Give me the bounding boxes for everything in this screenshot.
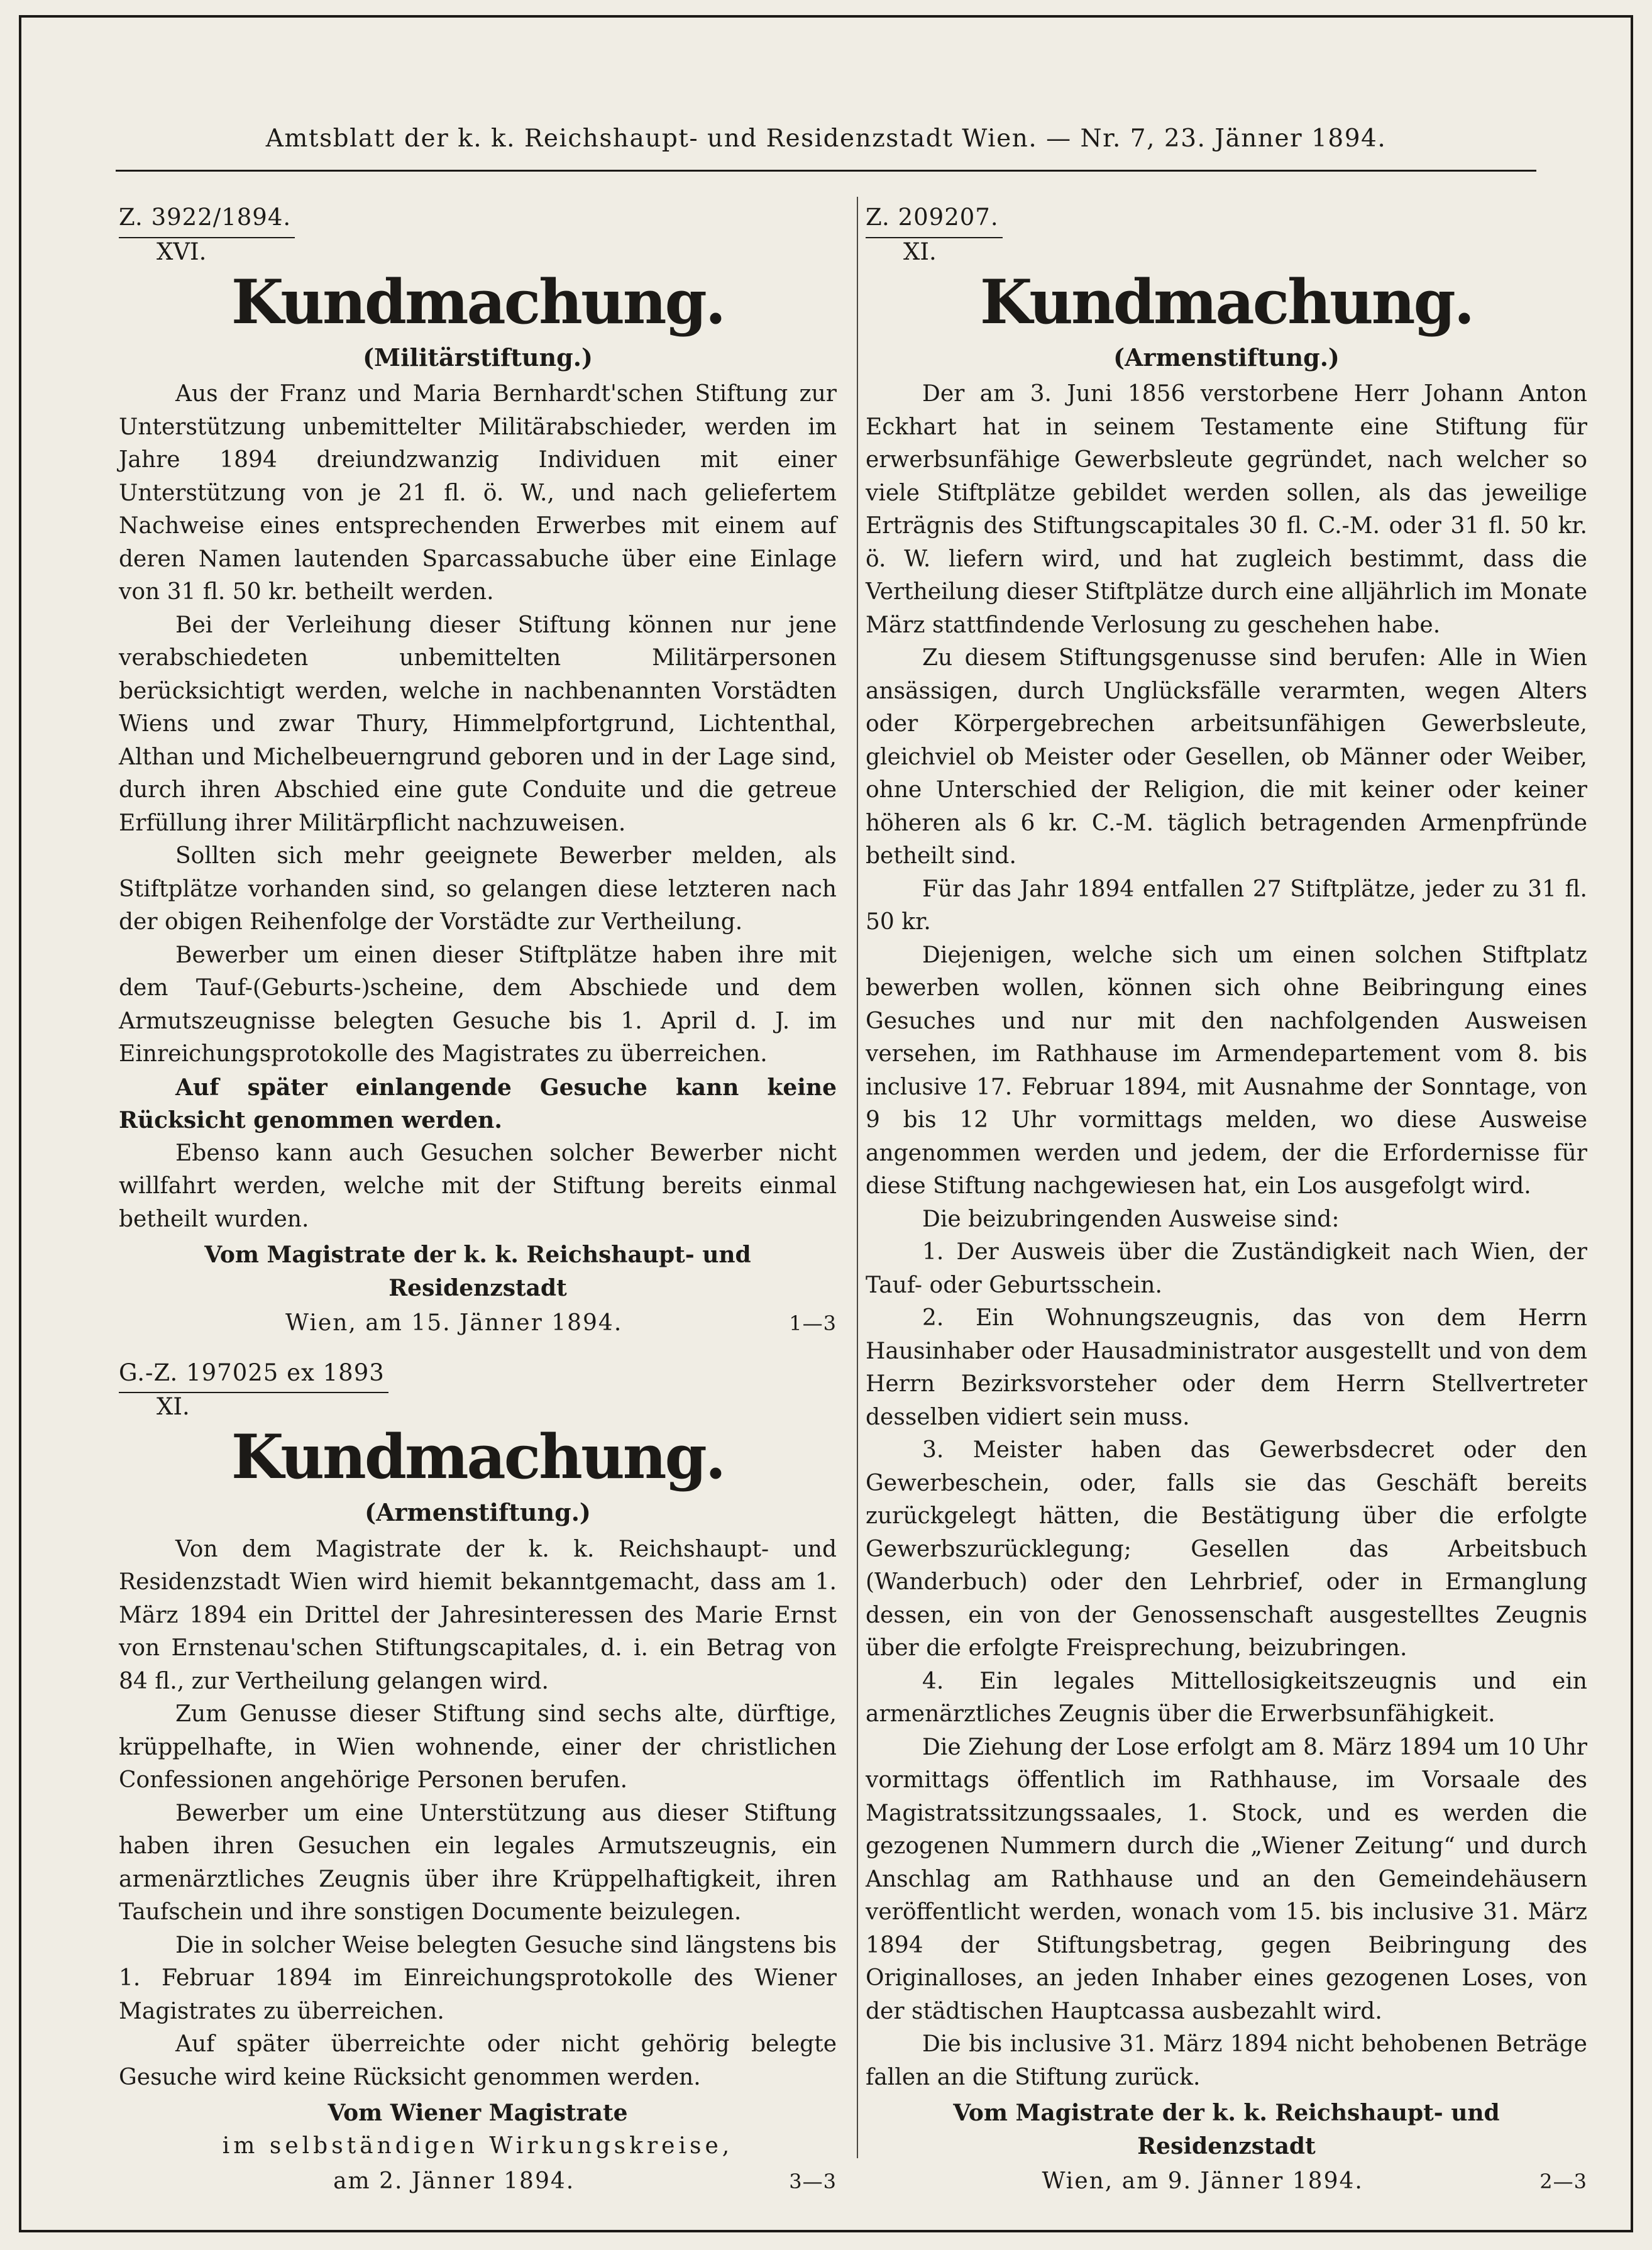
notice-roman: XI. — [903, 238, 937, 265]
notice-number: G.-Z. 197025 ex 1893 — [119, 1357, 388, 1394]
issue-reference: 2—3 — [1539, 2170, 1587, 2193]
paragraph: Bewerber um einen dieser Stiftplätze haben ihre mit dem Tauf-(Geburts-)scheine, dem Abschiede und dem Armutszeugnisse belegten Gesuche bis 1. April d. J. im Einreichungsprotokolle des Magistrates zu überreichen. — [119, 942, 837, 1067]
notice-number: Z. 3922/1894. — [119, 201, 295, 238]
notice-roman: XVI. — [157, 238, 207, 265]
notice-title: Kundmachung. — [231, 1421, 725, 1492]
signature-row — [866, 2165, 1587, 2198]
paragraph: Auf später überreichte oder nicht gehörig belegte Gesuche wird keine Rücksicht genommen werden. — [119, 2031, 837, 2090]
notice-title: Kundmachung. — [231, 266, 725, 338]
paragraph: Zu diesem Stiftungsgenusse sind berufen: Alle in Wien ansässigen, durch Unglücksfälle verarmten, wegen Alters oder Körpergebrechen arbeitsunfähigen Gewerbsleute, gleichviel ob Meister oder Gesellen, ob Männer oder Weiber, ohne Unterschied der Religion, die mit keiner oder keiner höheren als 6 kr. C.-M. täglich betragenden Armenpfründe betheilt sind. — [866, 645, 1587, 869]
signature-place-date: Wien, am 9. Jänner 1894. — [1042, 2168, 1363, 2194]
paragraph: Die Ziehung der Lose erfolgt am 8. März 1894 um 10 Uhr vormittags öffentlich im Rathhause, im Vorsaale des Magistratssitzungssaales, 1. Stock, und es werden die gezogenen Nummern durch die „Wiener Zeitung“ und durch Anschlag am Rathhause und an den Gemeindehäusern veröffentlicht werden, wonach vom 15. bis inclusive 31. März 1894 der Stiftungsbetrag, gegen Beibringung des Originalloses, an jeden Inhaber eines gezogenen Loses, von der städtischen Hauptcassa ausbezahlt wird. — [866, 1734, 1587, 2024]
paragraph: Bewerber um eine Unterstützung aus dieser Stiftung haben ihren Gesuchen ein legales Armutszeugnis, ein armenärztliches Zeugnis über ihre Krüppelhaftigkeit, ihren Taufschein und ihre sonstigen Documente beizulegen. — [119, 1800, 837, 1925]
paragraph: Die in solcher Weise belegten Gesuche sind längstens bis 1. Februar 1894 im Einreichungsprotokolle des Wiener Magistrates zu überreichen. — [119, 1932, 837, 2024]
gazette-page — [19, 15, 1633, 2232]
list-item: 1. Der Ausweis über die Zuständigkeit nach Wien, der Tauf- oder Geburtsschein. — [866, 1239, 1587, 1298]
list-item: 2. Ein Wohnungszeugnis, das von dem Herrn Hausinhaber oder Hausadministrator ausgestellt und von dem Herrn Bezirksvorsteher oder dem Herrn Stellvertreter desselben vidiert sein muss. — [866, 1305, 1587, 1430]
paragraph: Zum Genusse dieser Stiftung sind sechs alte, dürftige, krüppelhafte, in Wien wohnende, einer der christlichen Confessionen angehörige Personen berufen. — [119, 1701, 837, 1793]
notice-poor-foundation-1 — [119, 1357, 837, 2198]
paragraph: Die beizubringenden Ausweise sind: — [922, 1206, 1340, 1232]
signature-row — [119, 2165, 837, 2198]
notice-poor-foundation-2 — [866, 201, 1587, 2198]
notice-subtitle: (Armenstiftung.) — [365, 1498, 591, 1526]
issue-reference: 3—3 — [789, 2170, 837, 2193]
signature-authority: Vom Wiener Magistrate — [328, 2100, 628, 2126]
paragraph: Für das Jahr 1894 entfallen 27 Stiftplätze, jeder zu 31 fl. 50 kr. — [866, 876, 1587, 935]
notice-subtitle: (Militärstiftung.) — [363, 343, 593, 372]
paragraph: Die bis inclusive 31. März 1894 nicht behobenen Beträge fallen an die Stiftung zurück. — [866, 2031, 1587, 2090]
paragraph: Aus der Franz und Maria Bernhardt'schen Stiftung zur Unterstützung unbemittelter Militärabschieder, werden im Jahre 1894 dreiundzwanzig Individuen mit einer Unterstützung von je 21 fl. ö. W., und nach geliefertem Nachweise eines entsprechenden Erwerbes mit einem auf deren Namen lautenden Sparcassabuche über eine Einlage von 31 fl. 50 kr. betheilt werden. — [119, 381, 837, 605]
notice-title: Kundmachung. — [979, 266, 1473, 338]
notice-number: Z. 209207. — [866, 201, 1003, 238]
issue-reference: 1—3 — [789, 1311, 837, 1335]
paragraph: Sollten sich mehr geeignete Bewerber melden, als Stiftplätze vorhanden sind, so gelangen diese letzteren nach der obigen Reihenfolge der Vorstädte zur Vertheilung. — [119, 843, 837, 935]
page-header: Amtsblatt der k. k. Reichshaupt- und Residenzstadt Wien. — Nr. 7, 23. Jänner 1894. — [265, 124, 1387, 153]
right-column — [866, 201, 1587, 2198]
column-divider — [857, 197, 858, 2158]
signature-place-date: am 2. Jänner 1894. — [333, 2168, 575, 2194]
notice-military-foundation — [119, 201, 837, 1340]
paragraph: Bei der Verleihung dieser Stiftung können nur jene verabschiedeten unbemittelten Militärpersonen berücksichtigt werden, welche in nachbenannten Vorstädten Wiens und zwar Thury, Himmelpfortgrund, Lichtenthal, Althan und Michelbeuerngrund geboren und in der Lage sind, durch ihren Abschied eine gute Conduite und die getreue Erfüllung ihrer Militärpflicht nachzuweisen. — [119, 612, 837, 836]
signature-place-date: Wien, am 15. Jänner 1894. — [285, 1310, 623, 1336]
list-item: 4. Ein legales Mittellosigkeitszeugnis und ein armenärztliches Zeugnis über die Erwerbsunfähigkeit. — [866, 1668, 1587, 1727]
list-item: 3. Meister haben das Gewerbsdecret oder den Gewerbeschein, oder, falls sie das Geschäft bereits zurückgelegt hätten, die Bestätigung über die erfolgte Gewerbszurücklegung; Gesellen das Arbeitsbuch (Wanderbuch) oder den Lehrbrief, oder in Ermanglung dessen, ein von der Genossenschaft ausgestelltes Zeugnis über die erfolgte Freisprechung, beizubringen. — [866, 1437, 1587, 1661]
signature-authority: Vom Magistrate der k. k. Reichshaupt- und Residenzstadt — [953, 2100, 1500, 2159]
paragraph: Von dem Magistrate der k. k. Reichshaupt- und Residenzstadt Wien wird hiemit bekanntgemacht, dass am 1. März 1894 ein Drittel der Jahresinteressen des Marie Ernst von Ernstenau'schen Stiftungscapitales, d. i. ein Betrag von 84 fl., zur Vertheilung gelangen wird. — [119, 1536, 837, 1694]
notice-roman: XI. — [157, 1393, 190, 1420]
signature-authority: Vom Magistrate der k. k. Reichshaupt- und Residenzstadt — [204, 1242, 751, 1301]
paragraph: Diejenigen, welche sich um einen solchen Stiftplatz bewerben wollen, können sich ohne Beibringung eines Gesuches und nur mit den nachfolgenden Ausweisen versehen, im Rathhause im Armendepartement vom 8. bis inclusive 17. Februar 1894, mit Ausnahme der Sonntage, von 9 bis 12 Uhr vormittags melden, wo diese Ausweise angenommen werden und jedem, der die Erfordernisse für diese Stiftung nachgewiesen hat, ein Los ausgefolgt wird. — [866, 942, 1587, 1199]
signature-row — [119, 1307, 837, 1340]
notice-subtitle: (Armenstiftung.) — [1113, 343, 1340, 372]
paragraph: Ebenso kann auch Gesuchen solcher Bewerber nicht willfahrt werden, welche mit der Stiftung bereits einmal betheilt wurden. — [119, 1140, 837, 1232]
signature-capacity: im selbständigen Wirkungskreise, — [222, 2132, 734, 2159]
paragraph-bold: Auf später einlangende Gesuche kann keine Rücksicht genommen werden. — [119, 1074, 837, 1133]
header-rule — [116, 170, 1536, 172]
left-column — [119, 201, 837, 2198]
paragraph: Der am 3. Juni 1856 verstorbene Herr Johann Anton Eckhart hat in seinem Testamente eine Stiftung für erwerbsunfähige Gewerbsleute gegründet, nach welcher so viele Stiftplätze gebildet werden sollen, als das jeweilige Erträgnis des Stiftungscapitales 30 fl. C.-M. oder 31 fl. 50 kr. ö. W. liefern wird, und hat zugleich bestimmt, dass die Vertheilung dieser Stiftplätze durch eine alljährlich im Monate März stattfindende Verlosung zu geschehen habe. — [866, 381, 1587, 638]
